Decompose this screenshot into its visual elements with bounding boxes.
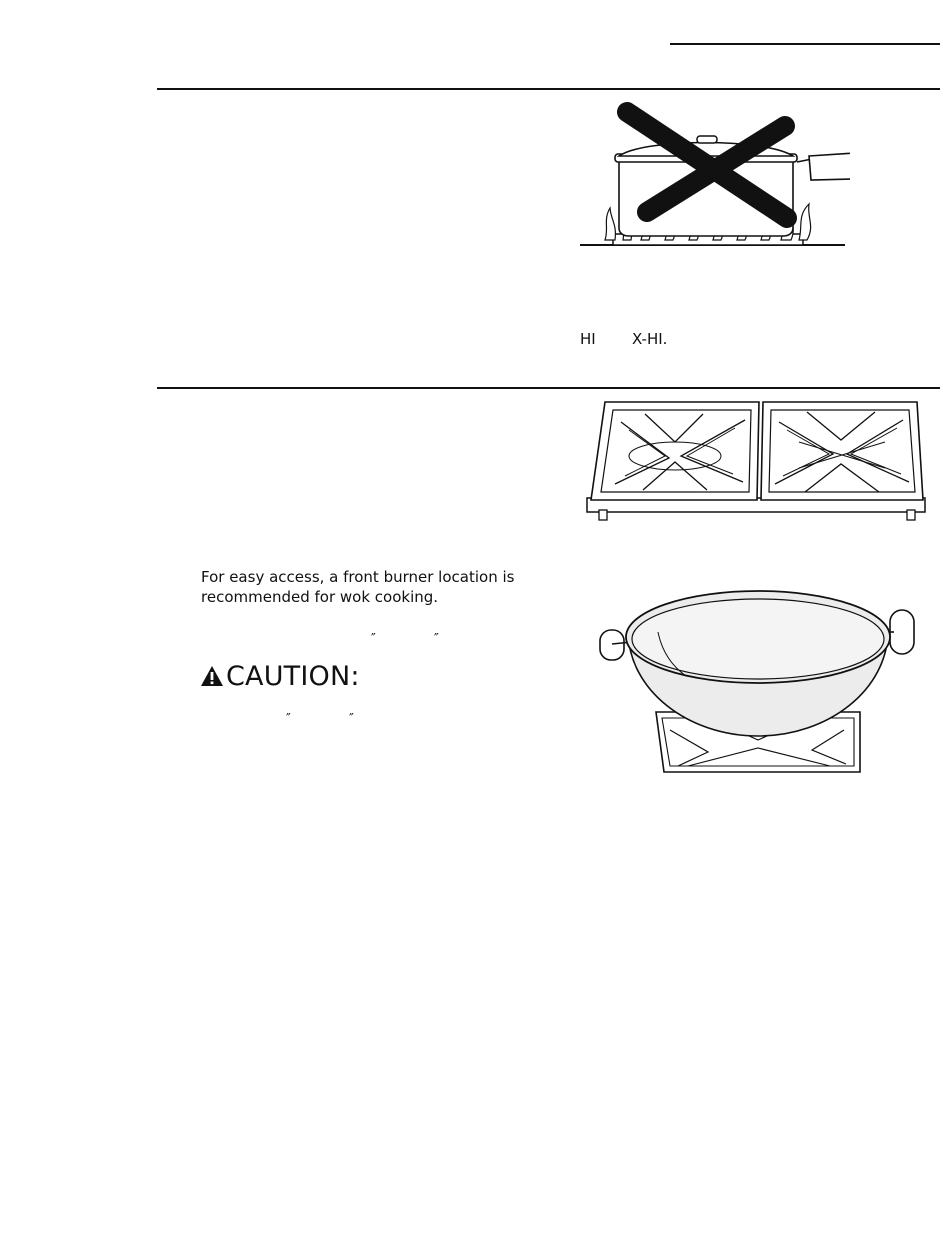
burner-grates-illustration	[585, 398, 930, 524]
quote-mark: ″	[286, 712, 291, 727]
quote-mark: ″	[371, 632, 376, 647]
setting-hi-text: HI	[580, 330, 596, 348]
quote-mark: ″	[434, 632, 439, 647]
section-divider-middle	[157, 387, 940, 389]
warning-triangle-icon	[200, 665, 224, 687]
quote-mark: ″	[349, 712, 354, 727]
caution-word: CAUTION:	[226, 660, 360, 692]
pot-flame-too-high-illustration	[575, 100, 850, 260]
wok-tip-line-2: recommended for wok cooking.	[201, 588, 439, 606]
wok-tip-line-1: For easy access, a front burner location is	[201, 568, 515, 586]
wok-on-burner-illustration	[598, 580, 918, 780]
setting-xhi-text: X-HI.	[632, 330, 668, 348]
caution-label	[200, 656, 360, 696]
section-divider-top	[157, 88, 940, 90]
header-rule	[670, 43, 940, 45]
